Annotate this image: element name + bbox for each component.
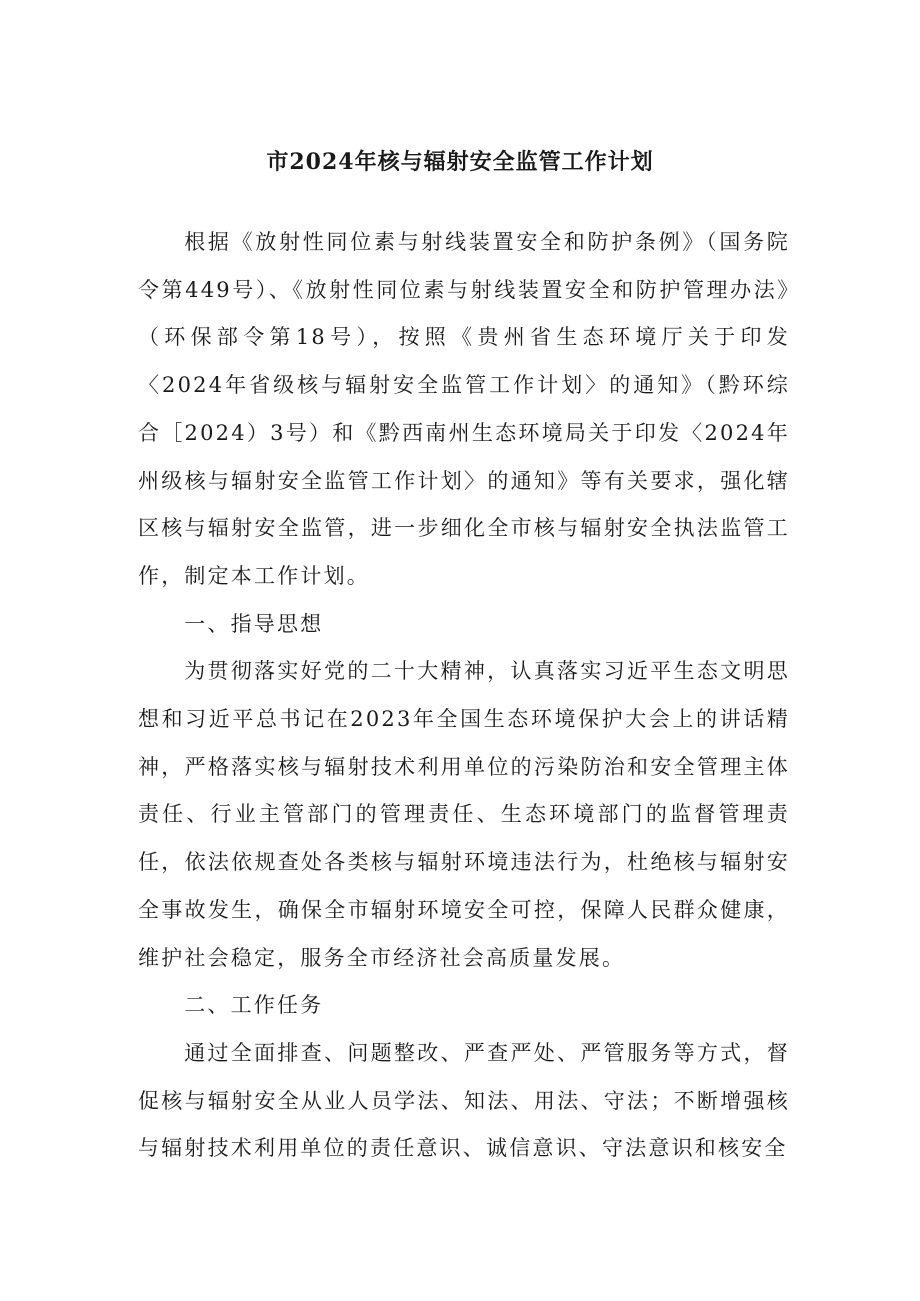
document-body <box>138 219 790 1173</box>
intro-paragraph: 根据《放射性同位素与射线装置安全和防护条例》（国务院令第449号）、《放射性同位素与射线装置安全和防护管理办法》（环保部令第18号），按照《贵州省生态环境厅关于印发〈2024年省级核与辐射安全监管工作计划〉的通知》（黔环综合［2024）3号）和《黔西南州生态环境局关于印发〈2024年州级核与辐射安全监管工作计划〉的通知》等有关要求，强化辖区核与辐射安全监管，进一步细化全市核与辐射安全执法监管工作，制定本工作计划。 <box>138 230 790 588</box>
section-paragraph-guiding-ideology: 为贯彻落实好党的二十大精神，认真落实习近平生态文明思想和习近平总书记在2023年全国生态环境保护大会上的讲话精神，严格落实核与辐射技术利用单位的污染防治和安全管理主体责任、行业主管部门的管理责任、生态环境部门的监督管理责任，依法依规查处各类核与辐射环境违法行为，杜绝核与辐射安全事故发生，确保全市辐射环境安全可控，保障人民群众健康，维护社会稳定，服务全市经济社会高质量发展。 <box>138 659 790 970</box>
document-title: 市2024年核与辐射安全监管工作计划 <box>266 149 654 175</box>
section-paragraph-work-tasks: 通过全面排查、问题整改、严查严处、严管服务等方式，督促核与辐射安全从业人员学法、知法、用法、守法；不断增强核与辐射技术利用单位的责任意识、诚信意识、守法意识和核安全 <box>138 1040 790 1161</box>
section-heading-work-tasks: 二、工作任务 <box>184 993 324 1018</box>
section-heading-guiding-ideology: 一、指导思想 <box>184 611 324 636</box>
